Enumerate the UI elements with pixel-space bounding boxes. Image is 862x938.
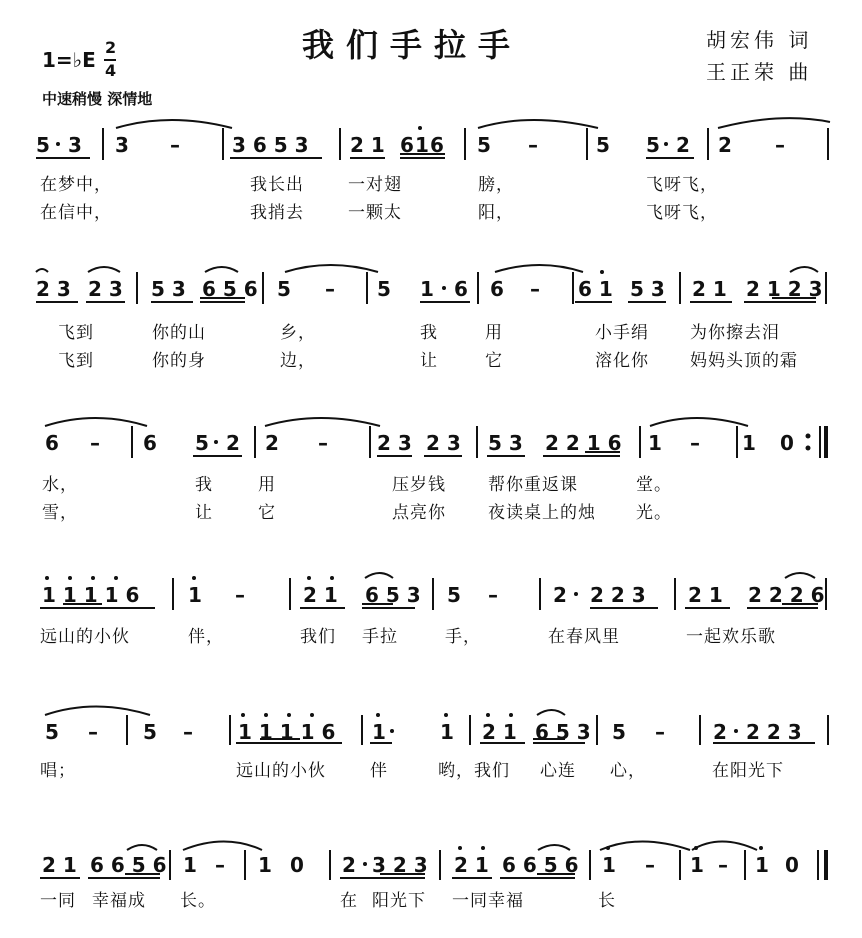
svg-text:1: 1 — [440, 720, 454, 744]
lyric: 让 — [420, 351, 438, 371]
lyric: 我捎去 — [250, 203, 304, 223]
svg-text:6 5 3: 6 5 3 — [365, 583, 421, 607]
lyric: 溶化你 — [595, 351, 649, 371]
song-title: 我们手拉手 — [302, 26, 523, 64]
svg-text:0: 0 — [780, 431, 794, 455]
svg-text:2 3: 2 3 — [377, 431, 412, 455]
svg-text:–: – — [215, 853, 225, 877]
svg-text:6 6 5 6: 6 6 5 6 — [502, 853, 579, 877]
lyric: 阳光下 — [372, 891, 426, 911]
svg-text:0: 0 — [785, 853, 799, 877]
lyric: 在信中， — [40, 203, 112, 223]
lyric: 边， — [280, 351, 316, 371]
svg-text:5: 5 — [277, 277, 291, 301]
lyric: 幸福成 — [92, 891, 146, 911]
svg-text:5: 5 — [377, 277, 391, 301]
svg-text:–: – — [528, 133, 538, 157]
svg-text:6 1: 6 1 — [578, 277, 613, 301]
svg-text:6: 6 — [400, 133, 414, 157]
svg-text:6: 6 — [143, 431, 157, 455]
svg-text:6 5 6: 6 5 6 — [202, 277, 258, 301]
svg-text:2 1: 2 1 — [42, 853, 77, 877]
svg-text:–: – — [690, 431, 700, 455]
svg-text:6 6 5 6: 6 6 5 6 — [90, 853, 167, 877]
lyric: 我们 — [300, 627, 336, 647]
svg-text:2 2 2 6: 2 2 2 6 — [748, 583, 825, 607]
svg-text:6 5 3: 6 5 3 — [535, 720, 591, 744]
svg-text:1 1 1 1 6: 1 1 1 1 6 — [42, 583, 140, 607]
lyric: 长 — [598, 891, 616, 911]
lyric: 长。 — [180, 891, 216, 911]
lyric: 哟，我们 — [438, 761, 510, 781]
lyric: 阳， — [478, 203, 514, 223]
svg-text:2 2 1 6: 2 2 1 6 — [545, 431, 622, 455]
svg-text:2 2 3: 2 2 3 — [746, 720, 802, 744]
lyric: 它 — [258, 503, 276, 523]
lyric: 帮你重返课 — [488, 475, 578, 495]
svg-text:2: 2 — [265, 431, 279, 455]
svg-text:1: 1 — [648, 431, 662, 455]
lyric: 它 — [485, 351, 503, 371]
svg-text:–: – — [775, 133, 785, 157]
lyric: 一对翅 — [348, 175, 402, 195]
lyric: 用 — [258, 475, 276, 495]
lyric: 一起欢乐歌 — [686, 627, 776, 647]
lyric: 飞到 — [58, 323, 94, 343]
lyric: 堂。 — [636, 475, 672, 495]
svg-text:–: – — [655, 720, 665, 744]
svg-text:0: 0 — [290, 853, 304, 877]
lyric: 水， — [42, 475, 78, 495]
svg-text:3: 3 — [68, 133, 82, 157]
lyric: 你的山 — [152, 323, 206, 343]
svg-text:1: 1 — [420, 277, 434, 301]
lyric: 夜读桌上的烛 — [488, 503, 596, 523]
svg-text:2 1: 2 1 — [350, 133, 385, 157]
svg-text:2: 2 — [718, 133, 732, 157]
svg-text:2 1: 2 1 — [303, 583, 338, 607]
lyric: 点亮你 — [392, 503, 446, 523]
svg-text:2: 2 — [676, 133, 690, 157]
lyric: 飞到 — [58, 351, 94, 371]
svg-text:3: 3 — [115, 133, 129, 157]
svg-text:–: – — [318, 431, 328, 455]
svg-text:1: 1 — [690, 853, 704, 877]
svg-text:3 2 3: 3 2 3 — [372, 853, 428, 877]
svg-text:2: 2 — [553, 583, 567, 607]
lyric: 用 — [485, 323, 503, 343]
lyric: 一颗太 — [348, 203, 402, 223]
svg-text:5: 5 — [447, 583, 461, 607]
svg-text:–: – — [488, 583, 498, 607]
svg-text:2 2 3: 2 2 3 — [590, 583, 646, 607]
svg-text:1 1 1 1 6: 1 1 1 1 6 — [238, 720, 336, 744]
svg-text:1: 1 — [258, 853, 272, 877]
lyric: 一同幸福 — [452, 891, 524, 911]
lyricist-credit: 胡宏伟 词 — [706, 28, 813, 52]
svg-text:3 6 5 3: 3 6 5 3 — [232, 133, 309, 157]
lyric: 飞呀飞， — [646, 203, 718, 223]
lyric: 在梦中， — [40, 175, 112, 195]
svg-text:2: 2 — [226, 431, 240, 455]
svg-text:1: 1 — [415, 133, 429, 157]
lyric: 在春风里 — [548, 627, 620, 647]
time-signature-top: 2 — [105, 38, 117, 57]
lyric: 在阳光下 — [712, 761, 784, 781]
svg-text:5 3: 5 3 — [630, 277, 665, 301]
svg-text:–: – — [90, 431, 100, 455]
svg-text:–: – — [718, 853, 728, 877]
svg-text:–: – — [530, 277, 540, 301]
lyric: 我 — [420, 323, 438, 343]
svg-text:2 3: 2 3 — [88, 277, 123, 301]
lyric: 伴， — [188, 627, 224, 647]
lyric: 妈妈头顶的霜 — [690, 351, 798, 371]
svg-text:–: – — [325, 277, 335, 301]
lyric: 为你擦去泪 — [690, 323, 780, 343]
svg-text:2 1 2 3: 2 1 2 3 — [746, 277, 823, 301]
svg-text:–: – — [645, 853, 655, 877]
lyric: 光。 — [636, 503, 672, 523]
svg-text:6: 6 — [454, 277, 468, 301]
lyric: 远山的小伙 — [40, 627, 130, 647]
svg-text:6: 6 — [45, 431, 59, 455]
svg-text:5: 5 — [596, 133, 610, 157]
lyric: 乡， — [280, 323, 316, 343]
svg-text:6: 6 — [490, 277, 504, 301]
svg-text:2 1: 2 1 — [482, 720, 517, 744]
lyric: 手拉 — [362, 627, 398, 647]
lyric: 压岁钱 — [392, 475, 446, 495]
svg-text:5 3: 5 3 — [151, 277, 186, 301]
svg-text:–: – — [170, 133, 180, 157]
composer-credit: 王正荣 曲 — [706, 60, 813, 84]
lyric: 唱； — [40, 761, 76, 781]
svg-text:5 3: 5 3 — [488, 431, 523, 455]
svg-text:–: – — [88, 720, 98, 744]
lyric: 让 — [195, 503, 213, 523]
svg-text:5: 5 — [195, 431, 209, 455]
svg-text:5: 5 — [612, 720, 626, 744]
svg-text:2: 2 — [713, 720, 727, 744]
svg-text:2: 2 — [342, 853, 356, 877]
lyric: 在 — [340, 891, 358, 911]
svg-text:2 3: 2 3 — [36, 277, 71, 301]
lyric: 膀， — [478, 175, 514, 195]
svg-text:2 1: 2 1 — [454, 853, 489, 877]
lyric: 我长出 — [250, 175, 304, 195]
svg-text:5: 5 — [477, 133, 491, 157]
svg-text:5: 5 — [646, 133, 660, 157]
svg-text:1: 1 — [602, 853, 616, 877]
svg-text:1: 1 — [755, 853, 769, 877]
lyric: 雪， — [42, 503, 78, 523]
lyric: 我 — [195, 475, 213, 495]
svg-text:2 1: 2 1 — [688, 583, 723, 607]
time-signature-bottom: 4 — [105, 61, 117, 80]
svg-text:–: – — [235, 583, 245, 607]
lyric: 伴 — [370, 761, 388, 781]
lyric: 小手绢 — [595, 323, 649, 343]
lyric: 你的身 — [152, 351, 206, 371]
svg-text:2 3: 2 3 — [426, 431, 461, 455]
svg-text:–: – — [183, 720, 193, 744]
svg-text:5: 5 — [36, 133, 50, 157]
svg-text:1: 1 — [183, 853, 197, 877]
svg-text:5: 5 — [45, 720, 59, 744]
lyric: 心， — [610, 761, 646, 781]
tempo-marking: 中速稍慢 深情地 — [42, 90, 153, 108]
key-signature: 1=♭E — [42, 48, 96, 72]
lyric: 手， — [445, 627, 481, 647]
svg-text:5: 5 — [143, 720, 157, 744]
svg-text:2 1: 2 1 — [692, 277, 727, 301]
svg-text:1: 1 — [742, 431, 756, 455]
svg-text:6: 6 — [430, 133, 444, 157]
lyric: 飞呀飞， — [646, 175, 718, 195]
lyric: 远山的小伙 — [236, 761, 326, 781]
lyric: 心连 — [540, 761, 576, 781]
svg-text:1: 1 — [188, 583, 202, 607]
lyric: 一同 — [40, 891, 76, 911]
svg-text:1: 1 — [372, 720, 386, 744]
